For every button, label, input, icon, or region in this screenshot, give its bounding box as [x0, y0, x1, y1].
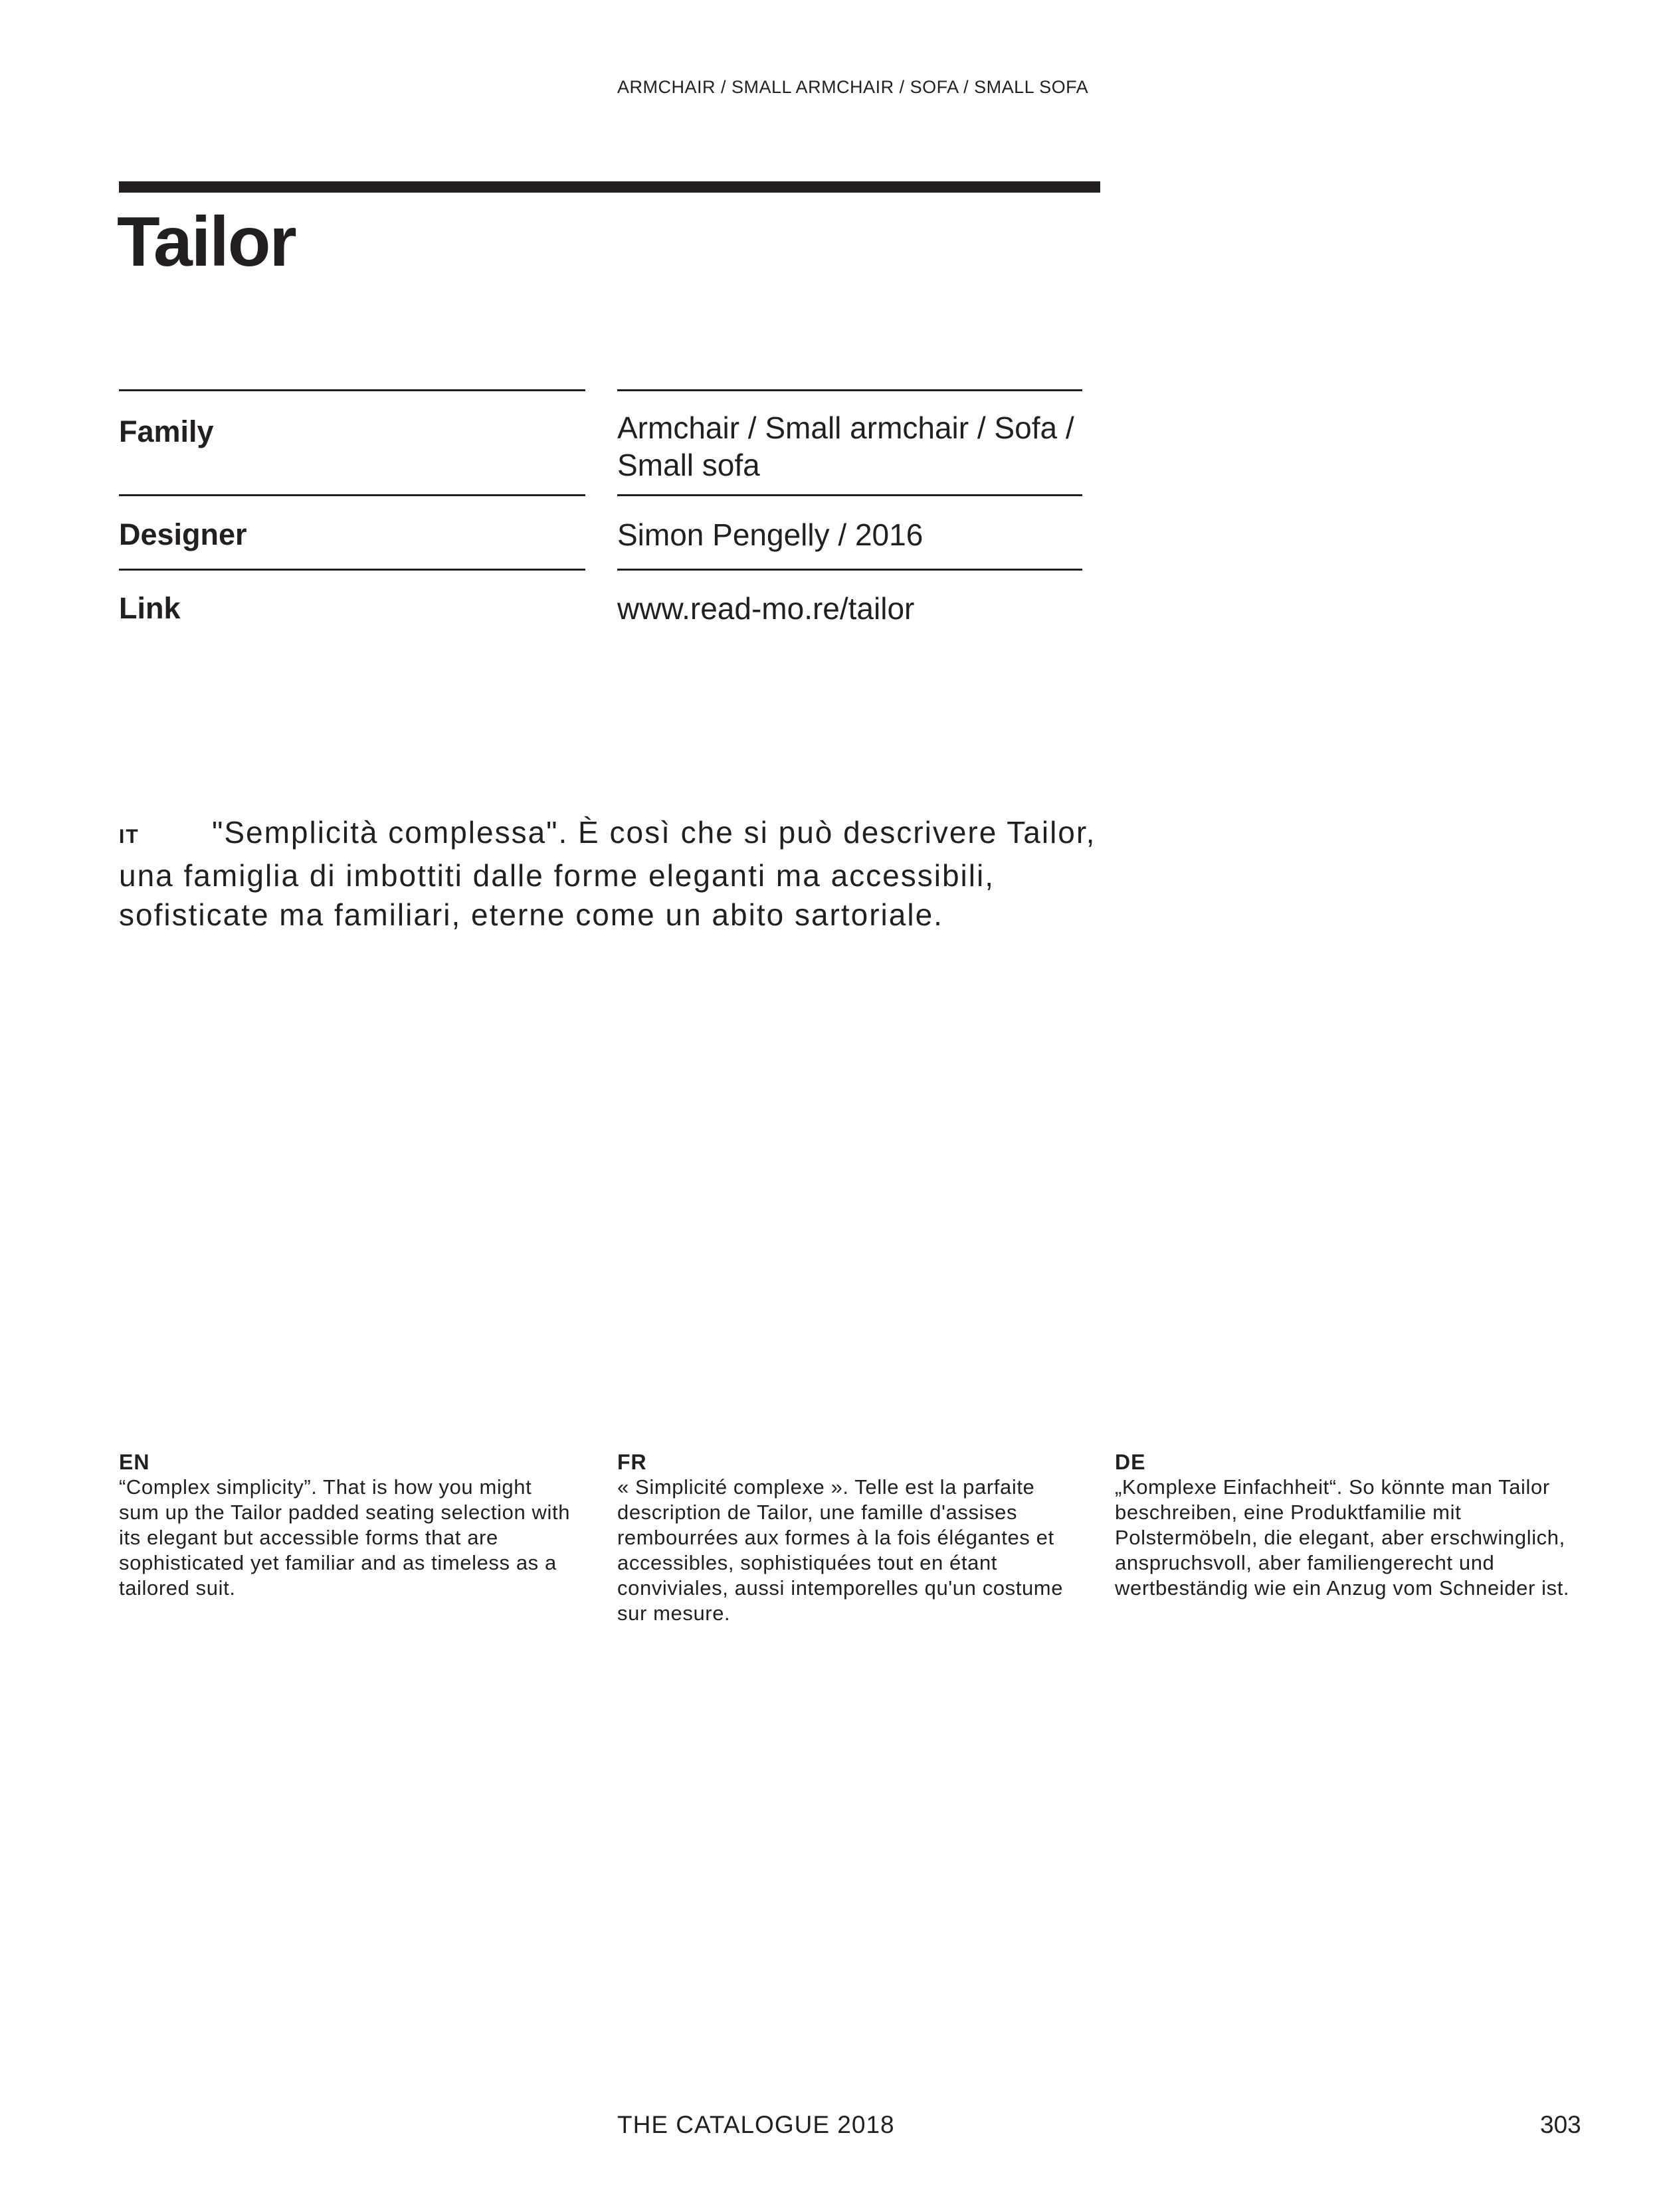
link-label: Link: [119, 591, 181, 625]
translation-text-fr: « Simplicité complexe ». Telle est la parfaite description de Tailor, une famille d'assises rembourrées aux formes à la fois élégantes et accessibles, sophistiquées tout en étant conviviales, aussi intemporelles qu'un costume sur mesure.: [617, 1475, 1064, 1625]
lang-tag-de: DE: [1115, 1450, 1146, 1474]
designer-value: Simon Pengelly / 2016: [617, 517, 924, 552]
running-header: ARMCHAIR / SMALL ARMCHAIR / SOFA / SMALL SOFA: [617, 77, 1089, 97]
info-rule: [119, 494, 585, 496]
product-title: Tailor: [117, 203, 296, 281]
translation-text-de: „Komplexe Einfachheit“. So könnte man Tailor beschreiben, eine Produktfamilie mit Polstermöbeln, die elegant, aber erschwinglich, anspruchsvoll, aber familiengerecht und wertbeständig wie ein Anzug vom Schneider ist.: [1115, 1475, 1570, 1600]
page-number: 303: [1540, 2111, 1581, 2138]
info-rule: [617, 569, 1082, 571]
translation-de: [1115, 1449, 1573, 1601]
italian-text: "Semplicità complessa". È così che si può descrivere Tailor, una famiglia di imbottiti dalle forme eleganti ma accessibili, sofisticate ma familiari, eterne come un abito sartoriale.: [119, 815, 1096, 932]
info-rule: [617, 494, 1082, 496]
title-rule: [119, 181, 1100, 193]
info-rule: [617, 389, 1082, 391]
designer-label: Designer: [119, 517, 247, 551]
footer-catalogue-title: THE CATALOGUE 2018: [617, 2111, 895, 2138]
lang-tag-fr: FR: [617, 1450, 647, 1474]
link-value[interactable]: www.read-mo.re/tailor: [617, 591, 915, 626]
translation-fr: [617, 1449, 1076, 1626]
info-rule: [119, 389, 585, 391]
family-value: Armchair / Small armchair / Sofa / Small sofa: [617, 411, 1074, 482]
italian-description: [119, 813, 1102, 935]
lang-tag-en: EN: [119, 1450, 150, 1474]
translation-text-en: “Complex simplicity”. That is how you might sum up the Tailor padded seating selection with its elegant but accessible forms that are sophisticated yet familiar and as timeless as a tailored suit.: [119, 1475, 571, 1600]
lang-tag-it: IT: [119, 826, 140, 848]
translation-en: [119, 1449, 577, 1601]
info-rule: [119, 569, 585, 571]
family-label: Family: [119, 415, 214, 448]
